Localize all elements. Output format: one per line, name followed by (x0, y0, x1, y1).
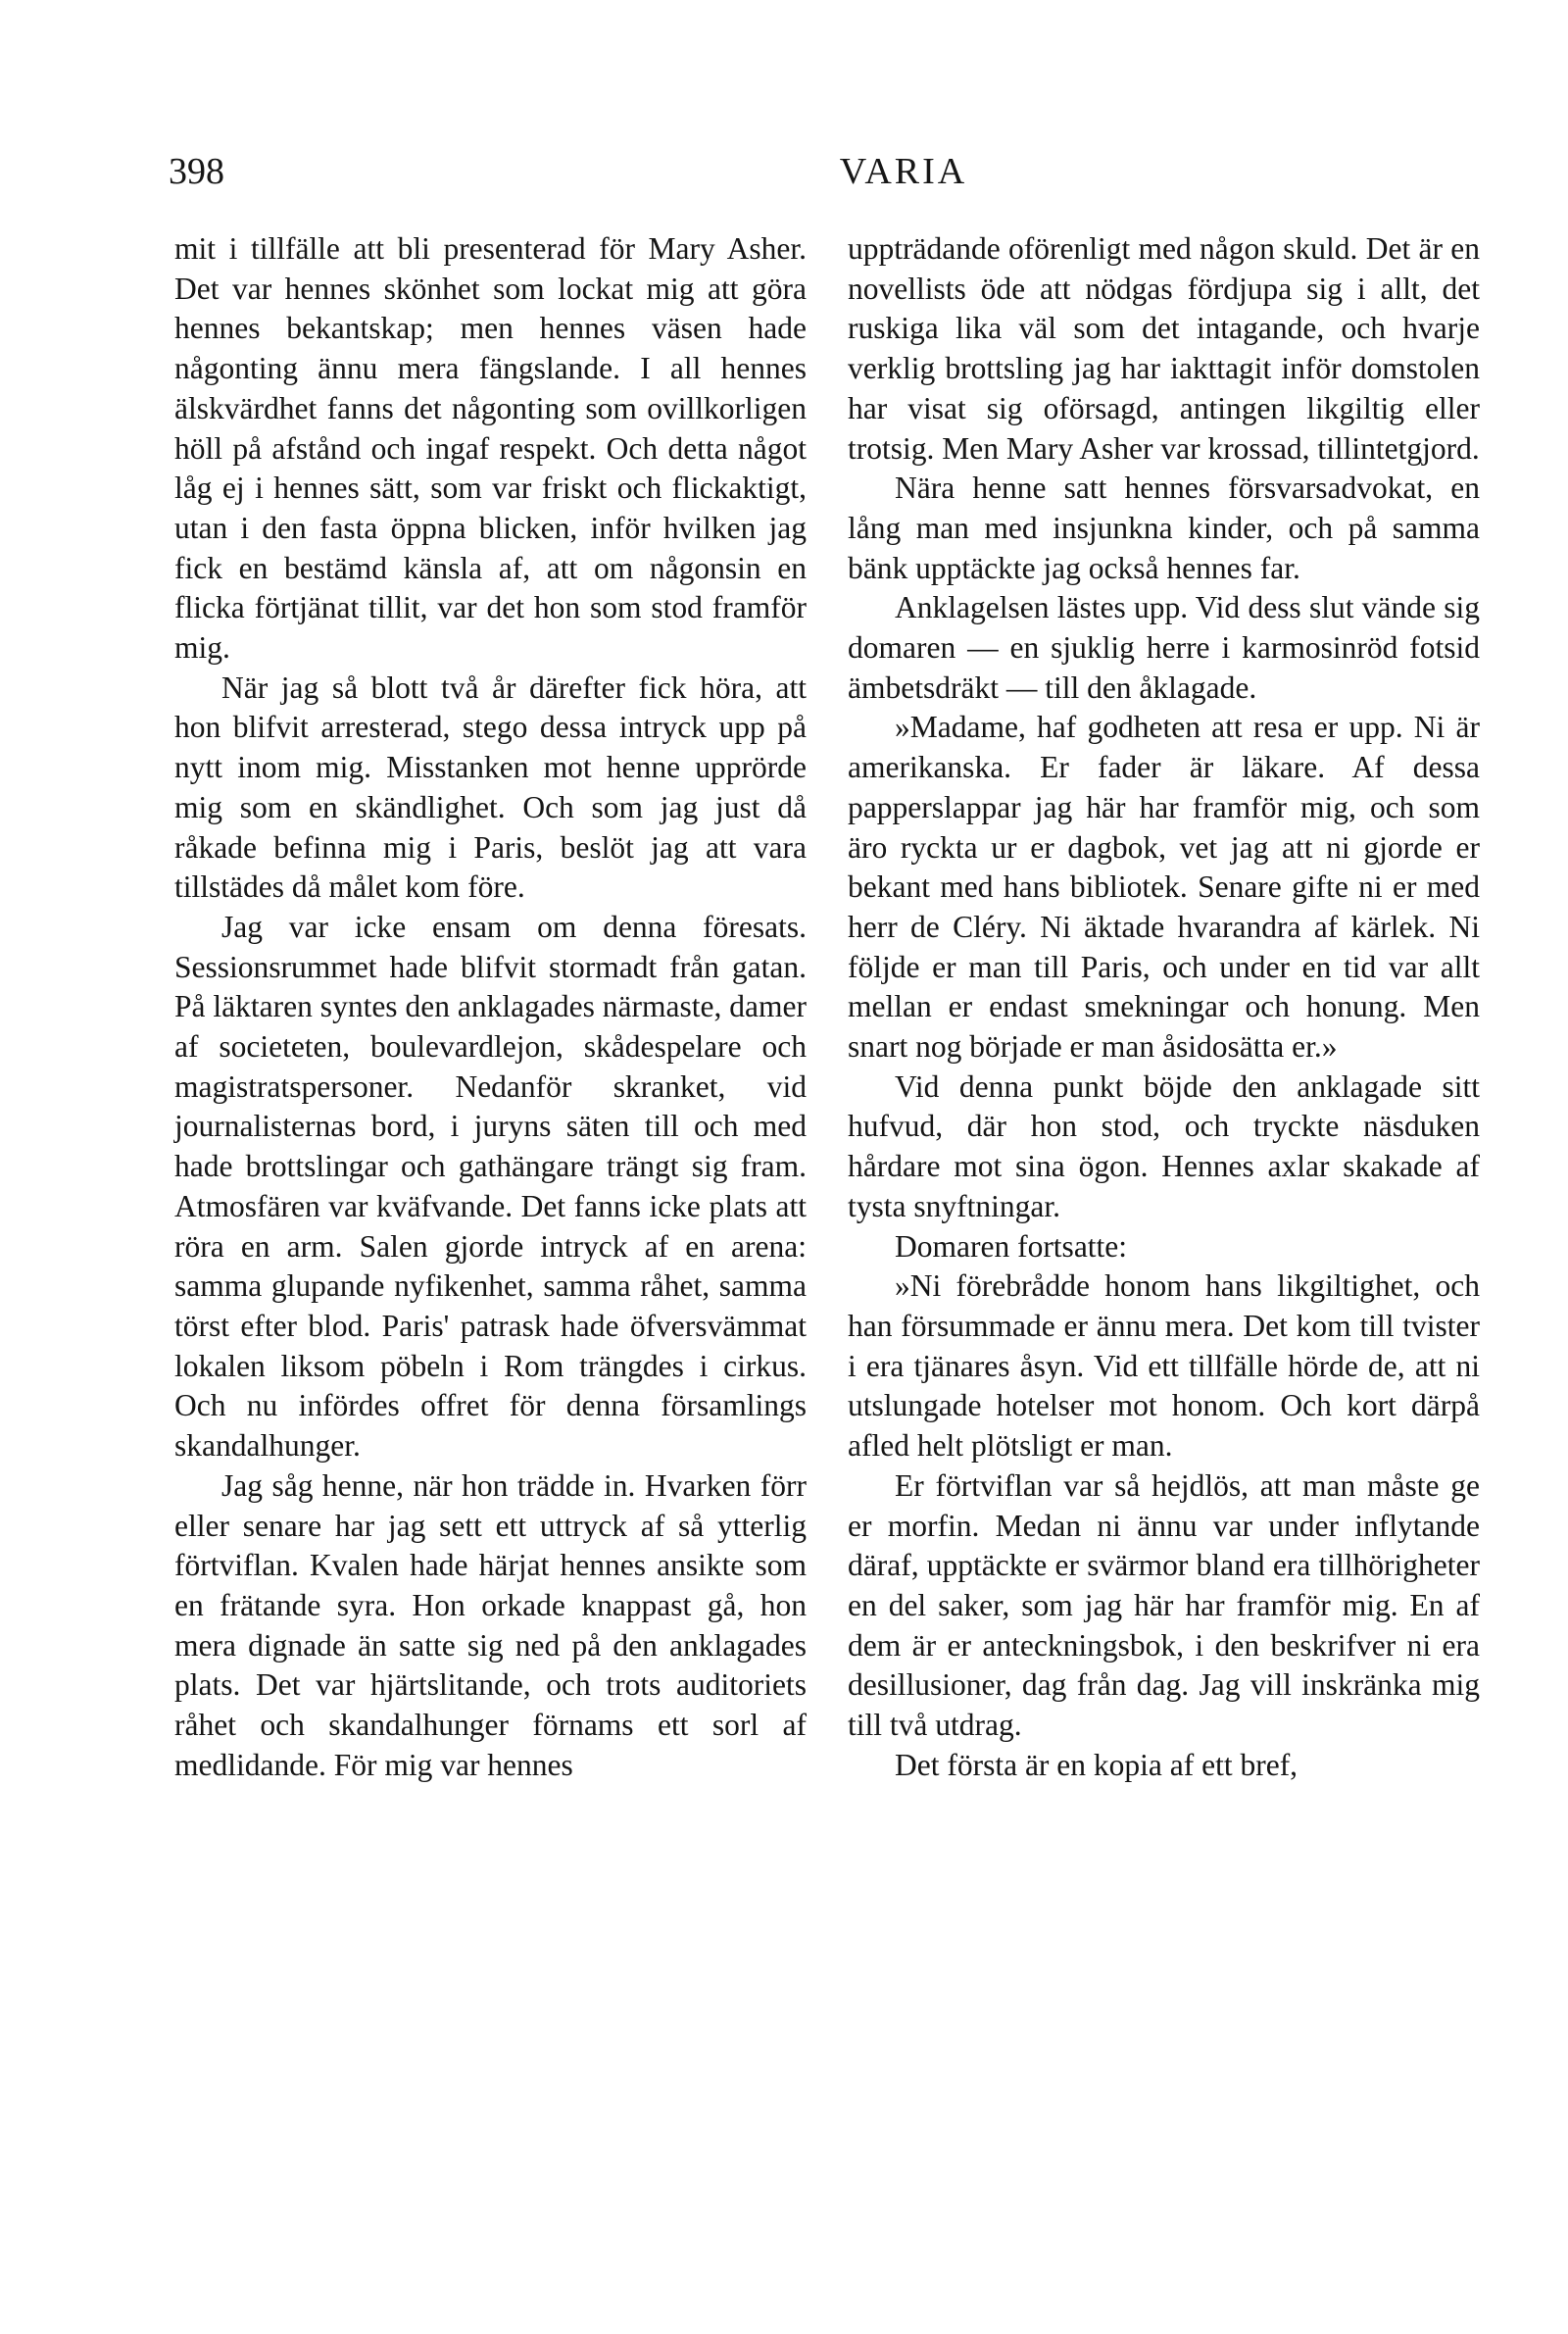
paragraph: Er förtviflan var så hejdlös, att man måste ge er morfin. Medan ni ännu var under inflytande däraf, upptäckte er svärmor bland era tillhörigheter en del saker, som jag här har framför mig. En af dem är er anteckningsbok, i den beskrifver ni era desillusioner, dag från dag. Jag vill inskränka mig till två utdrag. (848, 1467, 1480, 1743)
paragraph: Jag var icke ensam om denna föresats. Sessionsrummet hade blifvit stormadt från gatan. På läktaren syntes den anklagades närmaste, damer af societeten, boulevardlejon, skådespelare och magistratspersoner. Nedanför skranket, vid journalisternas bord, i juryns säten till och med hade brottslingar och gathängare trängt sig fram. Atmosfären var kväfvande. Det fanns icke plats att röra en arm. Salen gjorde intryck af en arena: samma glupande nyfikenhet, samma råhet, samma törst efter blod. Paris' patrask hade öfversvämmat lokalen liksom pöbeln i Rom trängdes i cirkus. Och nu infördes offret för denna församlings skandalhunger. (174, 909, 807, 1464)
paragraph: Jag såg henne, när hon trädde in. Hvarken förr eller senare har jag sett ett uttryck af så ytterlig förtviflan. Kvalen hade härjat hennes ansikte som en frätande syra. Hon orkade knappast gå, hon mera dignade än satte sig ned på den anklagades plats. Det var hjärtslitande, och trots auditoriets råhet och skandalhunger förnams ett sorl af medlidande. För mig var hennes (174, 1467, 807, 1782)
left-column (174, 229, 807, 1785)
paragraph: »Ni förebrådde honom hans likgiltighet, och han försummade er ännu mera. Det kom till tvister i era tjänares åsyn. Vid ett tillfälle hörde de, att ni utslungade hotelser mot honom. Och kort därpå afled helt plötsligt er man. (848, 1268, 1480, 1464)
paragraph: Vid denna punkt böjde den anklagade sitt hufvud, där hon stod, och tryckte näsduken hårdare mot sina ögon. Hennes axlar skakade af tysta snyftningar. (848, 1068, 1480, 1223)
paragraph: »Madame, haf godheten att resa er upp. Ni är amerikanska. Er fader är läkare. Af dessa papperslappar jag här har framför mig, och som äro ryckta ur er dagbok, vet jag att ni gjorde er bekant med hans bibliotek. Senare gifte ni er med herr de Cléry. Ni äktade hvarandra af kärlek. Ni följde er man till Paris, och under en tid var allt mellan er endast smekningar och honung. Men snart nog började er man åsidosätta er.» (848, 710, 1480, 1065)
page-number: 398 (169, 151, 224, 192)
paragraph: Nära henne satt hennes försvarsadvokat, en lång man med insjunkna kinder, och på samma bänk upptäckte jag också hennes far. (848, 471, 1480, 585)
paragraph: Domaren fortsatte: (895, 1228, 1128, 1264)
right-column (848, 229, 1480, 1785)
paragraph: Anklagelsen lästes upp. Vid dess slut vände sig domaren — en sjuklig herre i karmosinröd fotsid ämbetsdräkt — till den åklagade. (848, 590, 1480, 705)
running-head: VARIA (839, 151, 968, 192)
paragraph: mit i tillfälle att bli presenterad för Mary Asher. Det var hennes skönhet som lockat mig att göra hennes bekantskap; men hennes väsen hade någonting ännu mera fängslande. I all hennes älskvärdhet fanns det någonting som ovillkorligen höll på afstånd och ingaf respekt. Och detta något låg ej i hennes sätt, som var friskt och flickaktigt, utan i den fasta öppna blicken, inför hvilken jag fick en bestämd känsla af, att om någonsin en flicka förtjänat tillit, var det hon som stod framför mig. (174, 231, 807, 666)
paragraph: Det första är en kopia af ett bref, (895, 1747, 1298, 1782)
paragraph: När jag så blott två år därefter fick höra, att hon blifvit arresterad, stego dessa intryck upp på nytt inom mig. Misstanken mot henne upprörde mig som en skändlighet. Och som jag just då råkade befinna mig i Paris, beslöt jag att vara tillstädes då målet kom före. (174, 670, 807, 905)
page-header (169, 147, 1492, 206)
paragraph: uppträdande oförenligt med någon skuld. Det är en novellists öde att nödgas fördjupa sig i allt, det ruskiga lika väl som det intagande, och hvarje verklig brottsling jag har iakttagit inför domstolen har visat sig oförsagd, antingen likgiltig eller trotsig. Men Mary Asher var krossad, tillintetgjord. (848, 231, 1480, 466)
